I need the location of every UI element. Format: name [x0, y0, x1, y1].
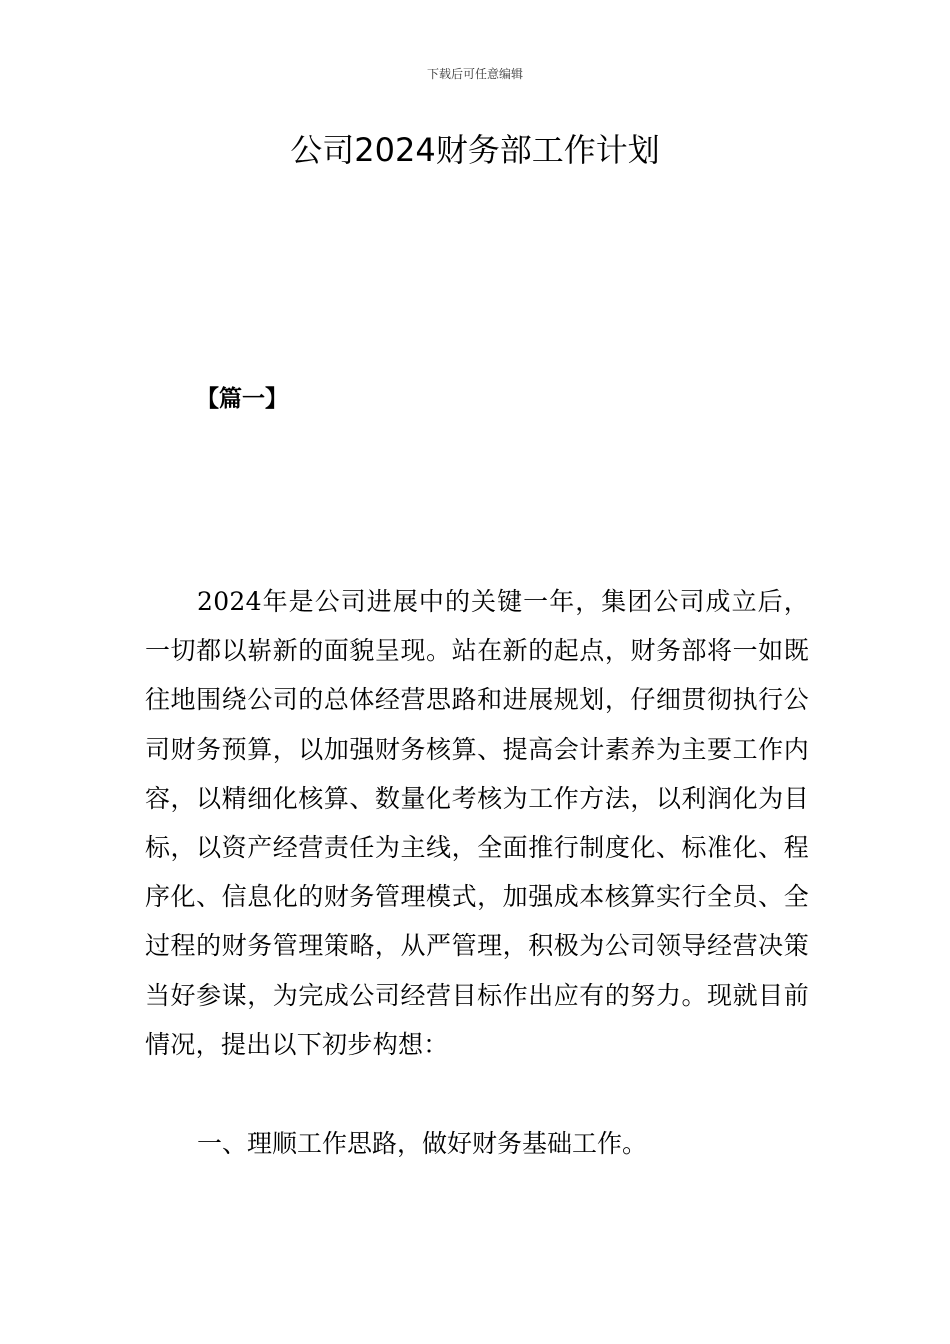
section-tag: 【篇一】 — [196, 385, 288, 412]
section-heading: 一、理顺工作思路，做好财务基础工作。 — [197, 1129, 648, 1158]
header-note: 下载后可任意编辑 — [426, 67, 523, 81]
document-title: 公司2024财务部工作计划 — [290, 131, 660, 169]
body-paragraph: 2024年是公司进展中的关键一年，集团公司成立后，一切都以崭新的面貌呈现。站在新的起点，财务部将一如既往地围绕公司的总体经营思路和进展规划，仔细贯彻执行公司财务预算，以加强财务核算、提高会计素养为主要工作内容，以精细化核算、数量化考核为工作方法，以利润化为目标，以资产经营责任为主线，全面推行制度化、标准化、程序化、信息化的财务管理模式，加强成本核算实行全员、全过程的财务管理策略，从严管理，积极为公司领导经营决策当好参谋，为完成公司经营目标作出应有的努力。现就目前情况，提出以下初步构想： — [145, 587, 809, 1059]
